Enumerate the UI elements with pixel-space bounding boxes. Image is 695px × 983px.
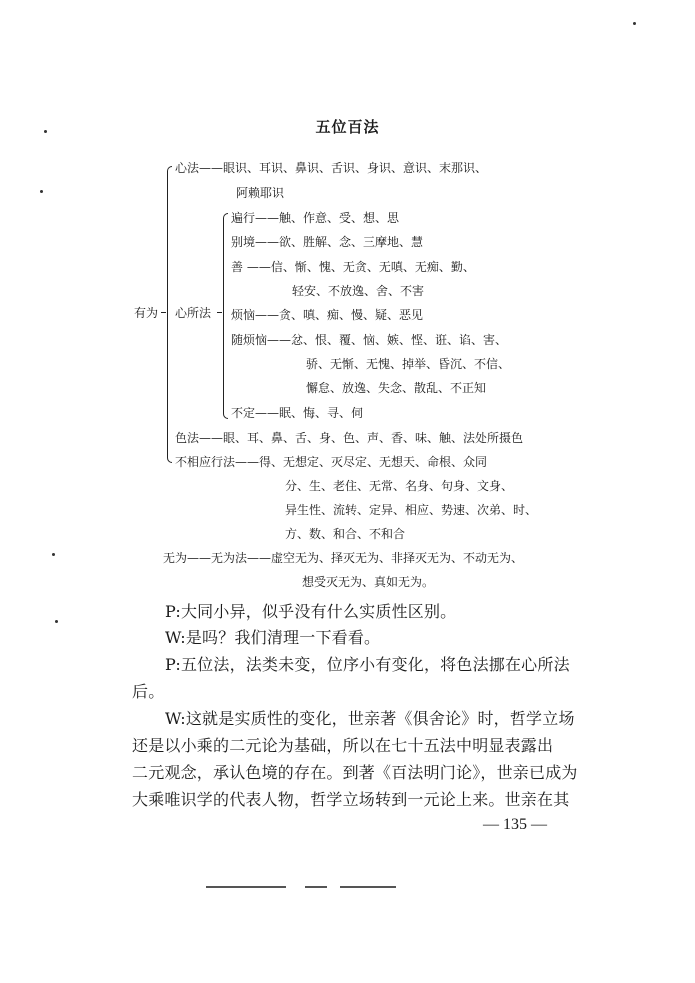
buding-line: 不定——眠、悔、寻、伺: [231, 406, 364, 420]
suifannao-line-2: 骄、无惭、无愧、掉举、昏沉、不信、: [306, 357, 511, 371]
youwei-label: 有为: [134, 306, 159, 320]
scan-noise-line: [305, 886, 327, 888]
buxiangying-line-4: 方、数、和合、不和合: [285, 527, 406, 541]
youwei-brace: [167, 166, 172, 463]
scan-speck: [55, 620, 58, 623]
paragraph-p3-line-1: P:五位法，法类未变，位序小有变化，将色法挪在心所法: [165, 655, 570, 674]
bianxing-line: 遍行——触、作意、受、想、思: [231, 211, 400, 225]
buxiangying-line-1: 不相应行法——得、无想定、灭尽定、无想天、命根、众同: [175, 455, 488, 469]
scan-speck: [44, 130, 47, 133]
xinsuofa-label: 心所法: [175, 306, 212, 320]
wuwei-line-2: 想受灭无为、真如无为。: [302, 575, 435, 589]
paragraph-p2: W:是吗？我们清理一下看看。: [165, 628, 381, 647]
scan-speck: [52, 553, 55, 556]
scan-speck: [40, 190, 43, 193]
shan-line-2: 轻安、不放逸、舍、不害: [292, 284, 425, 298]
fannao-line: 烦恼——贪、嗔、痴、慢、疑、恶见: [231, 308, 424, 322]
paragraph-p4-line-2: 还是以小乘的二元论为基础，所以在七十五法中明显表露出: [132, 736, 554, 755]
wuwei-line-1: 无为——无为法——虚空无为、择灭无为、非择灭无为、不动无为、: [163, 551, 524, 565]
paragraph-p1: P:大同小异，似乎没有什么实质性区别。: [165, 602, 457, 621]
scan-noise-line: [206, 886, 286, 888]
youwei-brace-tip: [161, 312, 166, 313]
xinfa-line-2: 阿赖耶识: [236, 186, 285, 200]
paragraph-p4-line-1: W:这就是实质性的变化，世亲著《俱舍论》时，哲学立场: [165, 709, 575, 728]
xinsuofa-brace-tip: [217, 312, 222, 313]
buxiangying-line-3: 异生性、流转、定异、相应、势速、次弟、时、: [285, 503, 538, 517]
sefa-line: 色法——眼、耳、鼻、舌、身、色、声、香、味、触、法处所摄色: [175, 431, 524, 445]
buxiangying-line-2: 分、生、老住、无常、名身、句身、文身、: [285, 479, 514, 493]
paragraph-p4-line-3: 二元观念，承认色境的存在。到著《百法明门论》，世亲已成为: [132, 763, 578, 782]
xinfa-line-1: 心法——眼识、耳识、鼻识、舌识、身识、意识、末那识、: [175, 161, 488, 175]
page-title: 五位百法: [315, 118, 380, 136]
biejing-line: 别境——欲、胜解、念、三摩地、慧: [231, 235, 424, 249]
suifannao-line-3: 懈怠、放逸、失念、散乱、不正知: [306, 381, 487, 395]
scan-noise-line: [340, 886, 396, 888]
shan-line-1: 善 ——信、惭、愧、无贪、无嗔、无痴、勤、: [231, 260, 475, 274]
scan-speck: [633, 22, 636, 25]
xinsuofa-brace: [223, 213, 228, 419]
paragraph-p4-line-4: 大乘唯识学的代表人物，哲学立场转到一元论上来。世亲在其: [132, 790, 570, 809]
paragraph-p3-line-2: 后。: [132, 682, 165, 701]
page-number: — 135 —: [483, 816, 547, 833]
suifannao-line-1: 随烦恼——忿、恨、覆、恼、嫉、悭、诳、谄、害、: [231, 333, 508, 347]
